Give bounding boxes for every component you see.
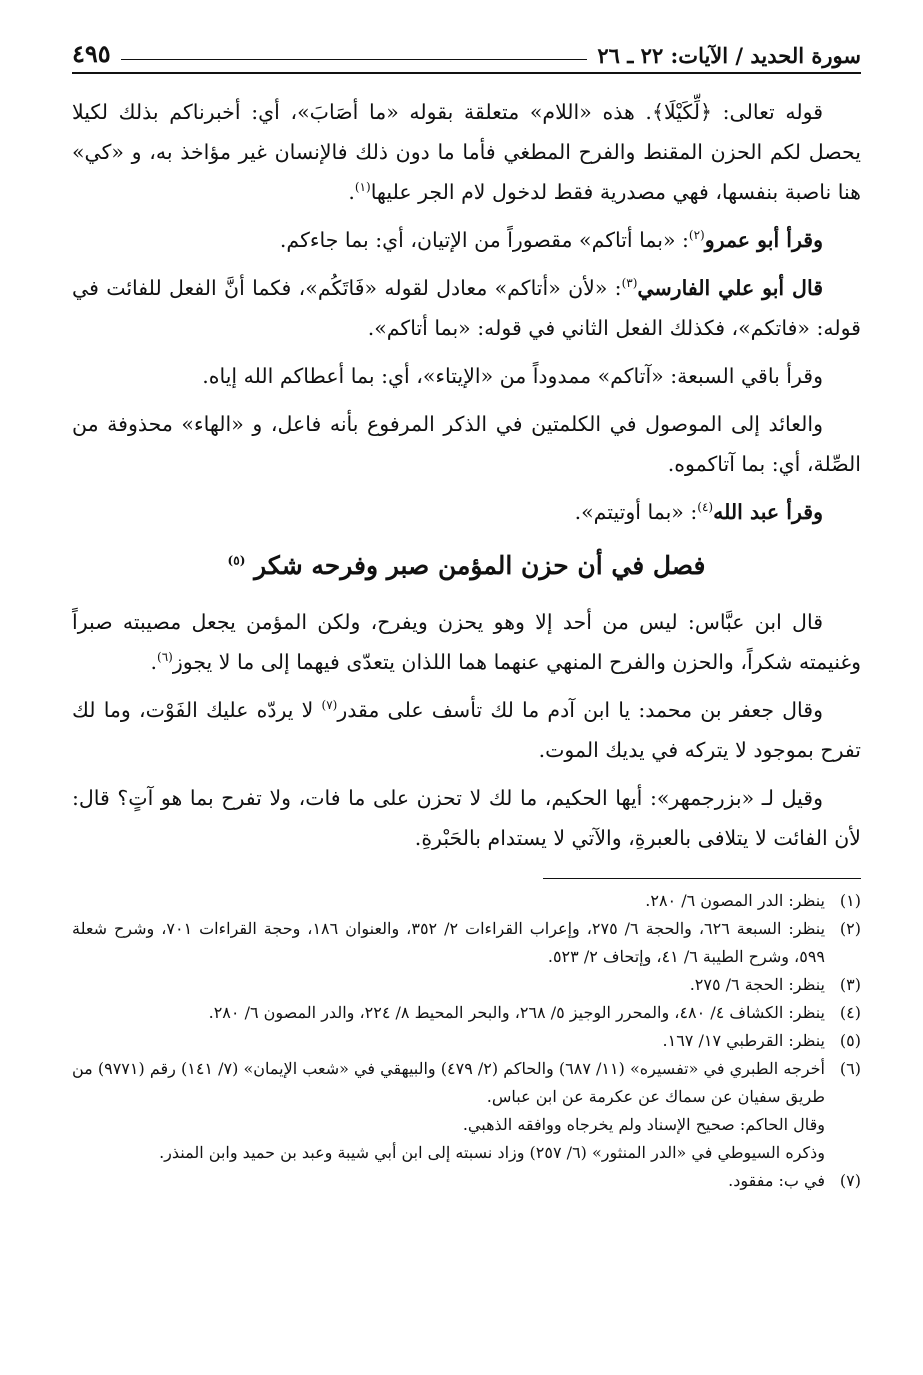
footnote-text: ينظر: الدر المصون ٦/ ٢٨٠. <box>645 891 825 910</box>
page-header <box>72 28 861 74</box>
paragraph <box>72 404 861 484</box>
footnote-ref[interactable]: (٢) <box>688 228 705 243</box>
footnote-text: ينظر: القرطبي ١٧/ ١٦٧. <box>662 1031 825 1050</box>
footnote-continuation: وقال الحاكم: صحيح الإسناد ولم يخرجاه ووافقه الذهبي. <box>462 1115 825 1134</box>
footnote <box>72 1027 861 1055</box>
paragraph <box>72 778 861 858</box>
footnote-number: (٧) <box>839 1171 861 1190</box>
paragraph-tail: . <box>150 650 157 674</box>
paragraph <box>72 690 861 770</box>
paragraph-text: : «بما أوتيتم». <box>574 500 698 524</box>
footnote-number: (٢) <box>839 919 861 938</box>
footnote-divider <box>543 878 861 879</box>
paragraph <box>72 220 861 260</box>
footnotes <box>72 887 861 1195</box>
footnote-ref[interactable]: (٣) <box>621 276 638 291</box>
paragraph <box>72 602 861 682</box>
footnote <box>72 971 861 999</box>
footnote-text: أخرجه الطبري في «تفسيره» (١١/ ٦٨٧) والحاكم (٢/ ٤٧٩) والبيهقي في «شعب الإيمان» (٧/ ١٤١) رقم (٩٧٧١) من طريق سفيان عن سماك عن عكرمة عن ابن عباس. <box>72 1059 825 1106</box>
footnote-number: (١) <box>839 891 861 910</box>
book-page <box>72 28 861 1355</box>
footnote-number: (٦) <box>839 1059 861 1078</box>
footnote-text: ينظر: السبعة ٦٢٦، والحجة ٦/ ٢٧٥، وإعراب القراءات ٢/ ٣٥٢، والعنوان ١٨٦، وحجة القراءات ٧٠١، وشرح شعلة ٥٩٩، وشرح الطيبة ٦/ ٤١، وإتحاف ٢/ ٥٢٣. <box>72 919 826 966</box>
paragraph-text: وقيل لـ «بزرجمهر»: أيها الحكيم، ما لك لا تحزن على ما فات، ولا تفرح بما هو آتٍ؟ قال: لأن الفائت لا يتلافى بالعبرةِ، والآتي لا يستدام بالحَبْرةِ. <box>72 786 861 850</box>
footnote-number: (٣) <box>839 975 861 994</box>
section-heading <box>72 546 861 586</box>
paragraph-text: قوله تعالى: ﴿لِّكَيْلَا﴾. هذه «اللام» متعلقة بقوله «ما أصَابَ»، أي: أخبرناكم بذلك لكيلا يحصل لكم الحزن المقنط والفرح المطغي فأما ما دون ذلك فالإنسان غير مؤاخذ به، و «كي» هنا ناصبة بنفسها، فهي مصدرية فقط لدخول لام الجر عليها <box>72 100 861 204</box>
paragraph <box>72 356 861 396</box>
paragraph <box>72 492 861 532</box>
paragraph-text: قال ابن عبَّاس: ليس من أحد إلا وهو يحزن ويفرح، ولكن المؤمن يجعل مصيبته صبراً وغنيمته شكراً، والحزن والفرح المنهي عنهما هما اللذان يتعدّى فيهما إلى ما لا يجوز <box>72 610 861 674</box>
main-text <box>72 92 861 858</box>
reading-lead: وقرأ عبد الله <box>713 500 823 524</box>
paragraph-text: وقرأ باقي السبعة: «آتاكم» ممدوداً من «الإيتاء»، أي: بما أعطاكم الله إياه. <box>202 364 823 388</box>
footnote-ref[interactable]: (١) <box>354 180 371 195</box>
reading-lead: وقرأ أبو عمرو <box>704 228 823 252</box>
paragraph-text: : «لأن «أتاكم» معادل لقوله «فَاتَكُم»، فكما أنَّ الفعل للفائت في قوله: «فاتكم»، فكذلك الفعل الثاني في قوله: «بما أتاكم». <box>72 276 861 340</box>
paragraph <box>72 268 861 348</box>
paragraph-tail: لا يردّه عليك الفَوْت، وما لك تفرح بموجود لا يتركه في يديك الموت. <box>72 698 861 762</box>
footnote-continuation: وذكره السيوطي في «الدر المنثور» (٦/ ٢٥٧) وزاد نسبته إلى ابن أبي شيبة وعبد بن حميد وابن المنذر. <box>159 1143 825 1162</box>
footnote <box>72 915 861 971</box>
reading-lead: قال أبو علي الفارسي <box>637 276 823 300</box>
paragraph <box>72 92 861 212</box>
header-rule <box>121 59 588 60</box>
footnote-ref[interactable]: (٦) <box>157 650 173 665</box>
footnote-ref[interactable]: (٥) <box>227 553 246 568</box>
footnote <box>72 999 861 1027</box>
footnote-text: في ب: مفقود. <box>728 1171 825 1190</box>
section-heading-text: فصل في أن حزن المؤمن صبر وفرحه شكر <box>254 551 706 580</box>
footnote-text: ينظر: الكشاف ٤/ ٤٨٠، والمحرر الوجيز ٥/ ٢٦٨، والبحر المحيط ٨/ ٢٢٤، والدر المصون ٦/ ٢٨٠. <box>208 1003 825 1022</box>
footnote <box>72 887 861 915</box>
footnote-number: (٤) <box>839 1003 861 1022</box>
footnote <box>72 1055 861 1111</box>
footnote-ref[interactable]: (٧) <box>321 698 338 713</box>
footnote-ref[interactable]: (٤) <box>697 500 714 515</box>
paragraph-tail: . <box>348 180 355 204</box>
running-title: سورة الحديد / الآيات: ٢٢ ـ ٢٦ <box>597 43 861 68</box>
paragraph-text: وقال جعفر بن محمد: يا ابن آدم ما لك تأسف على مقدر <box>337 698 824 722</box>
footnote <box>72 1167 861 1195</box>
footnote-text: ينظر: الحجة ٦/ ٢٧٥. <box>689 975 825 994</box>
page-number: ٤٩٥ <box>72 39 111 68</box>
paragraph-text: : «بما أتاكم» مقصوراً من الإتيان، أي: بما جاءكم. <box>279 228 689 252</box>
paragraph-text: والعائد إلى الموصول في الكلمتين في الذكر المرفوع بأنه فاعل، و «الهاء» محذوفة من الصِّلة، أي: بما آتاكموه. <box>72 412 861 476</box>
footnote-number: (٥) <box>839 1031 861 1050</box>
